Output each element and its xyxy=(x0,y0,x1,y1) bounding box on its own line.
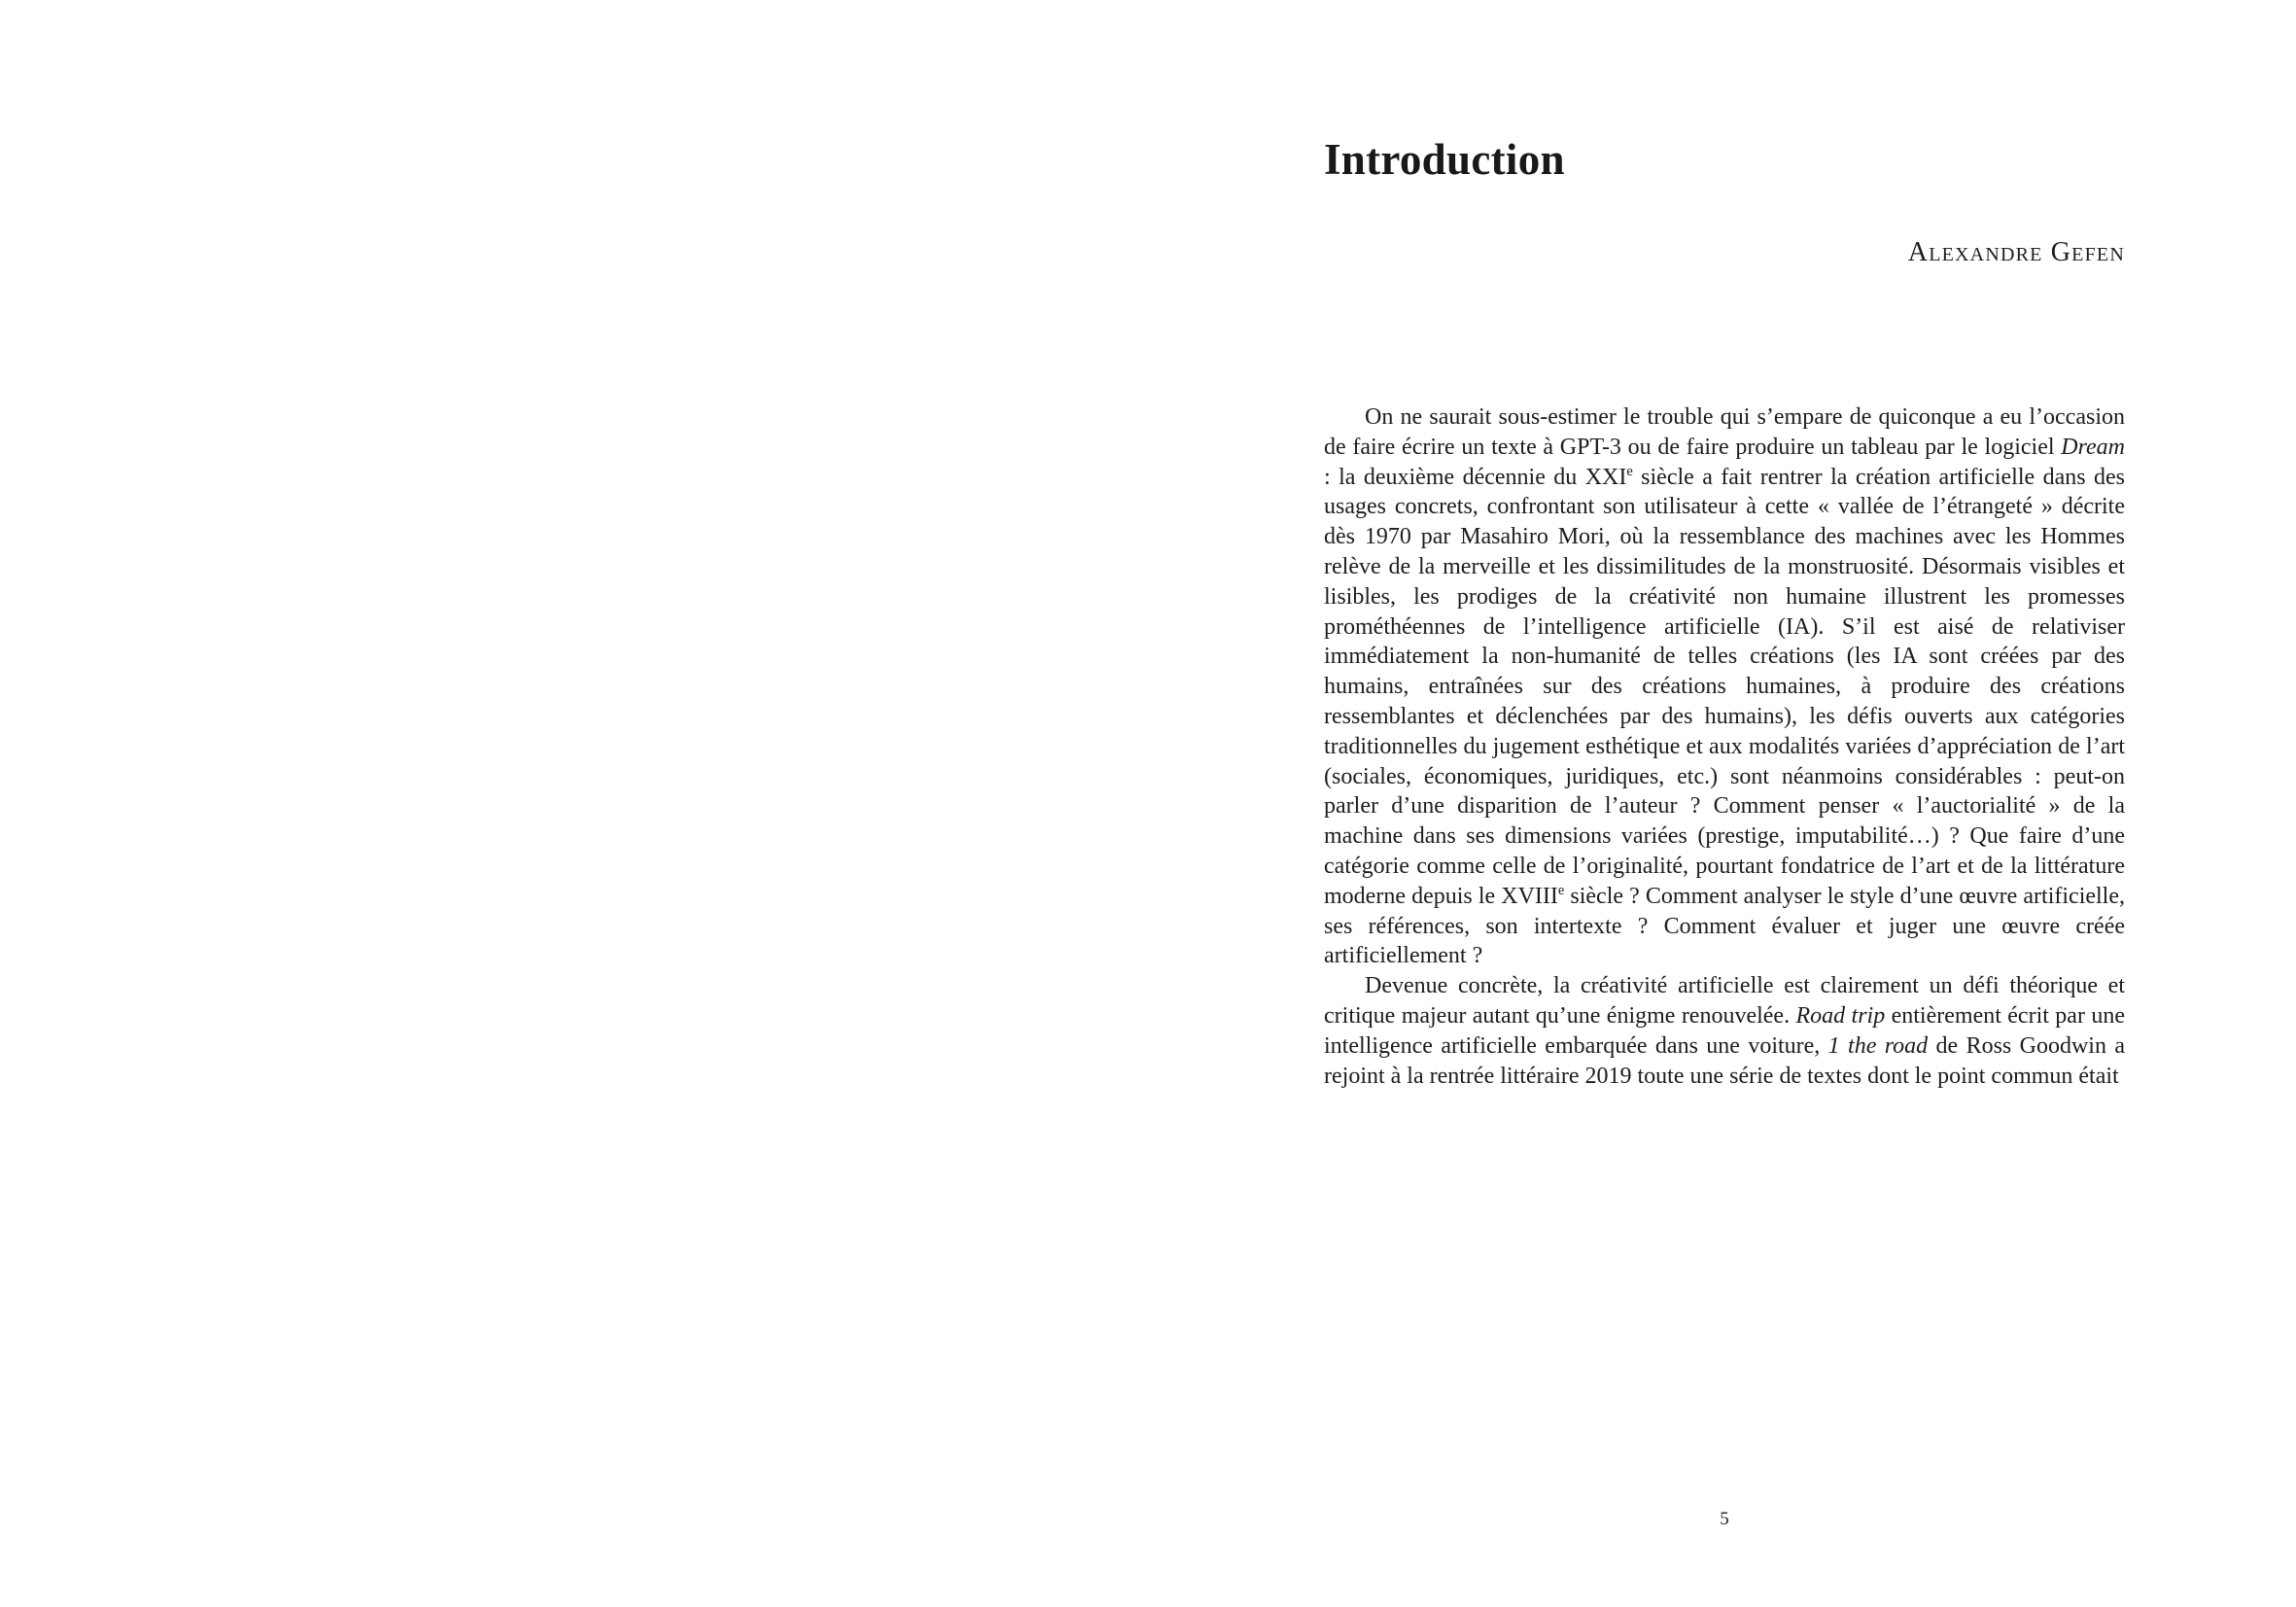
italic-text-run: Dream xyxy=(2061,434,2125,460)
italic-text-run: Road trip xyxy=(1795,1002,1886,1029)
paragraph xyxy=(1324,971,2125,1091)
chapter-title: Introduction xyxy=(1324,135,1565,184)
text-run: Devenue concrète, la créativité artificielle est clairement un défi théorique et critique majeur autant qu’une énigme renouvelée. xyxy=(1324,973,2125,1029)
author-name: Alexandre Gefen xyxy=(1907,237,2125,267)
text-run: On ne saurait sous-estimer le trouble qui s’empare de quiconque a eu l’occasion de faire écrire un texte à GPT-3 ou de faire produire un tableau par le logiciel xyxy=(1324,404,2125,460)
superscript-run: e xyxy=(1557,882,1565,898)
text-block xyxy=(1324,134,2125,1091)
paragraph xyxy=(1324,402,2125,971)
text-run: siècle ? Comment analyser le style d’une œuvre artificielle, ses références, son intertexte ? Comment évaluer et juger une œuvre créée artificiellement ? xyxy=(1324,883,2125,969)
text-run: siècle a fait rentrer la création artificielle dans des usages concrets, confrontant son utilisateur à cette « vallée de l’étrangeté » décrite dès 1970 par Masahiro Mori, où la ressemblance des machines avec les Hommes relève de la merveille et les dissimilitudes de la monstruosité. Désormais visibles et lisibles, les prodiges de la créativité non humaine illustrent les promesses prométhéennes de l’intelligence artificielle (IA). S’il est aisé de relativiser immédiatement la non-humanité de telles créations (les IA sont créées par des humains, entraînées sur des créations humaines, à produire des créations ressemblantes et déclenchées par des humains), les défis ouverts aux catégories traditionnelles du jugement esthétique et aux modalités variées d’appréciation de l’art (sociales, économiques, juridiques, etc.) sont néanmoins considérables : peut-on parler d’une disparition de l’auteur ? Comment penser « l’auctorialité » de la machine dans ses dimensions variées (prestige, imputabilité…) ? Que faire d’une catégorie comme celle de l’originalité, pourtant fondatrice de l’art et de la littérature moderne depuis le XVIII xyxy=(1324,464,2126,909)
superscript-run: e xyxy=(1626,463,1633,479)
text-run: entièrement écrit par une intelligence artificielle embarquée dans une voiture, xyxy=(1324,1002,2125,1059)
text-run: : la deuxième décennie du XXI xyxy=(1324,464,1627,490)
text-run: de Ross Goodwin a rejoint à la rentrée littéraire 2019 toute une série de textes dont le point commun était xyxy=(1324,1032,2125,1089)
italic-text-run: 1 the road xyxy=(1827,1032,1929,1059)
page-number: 5 xyxy=(1720,1509,1729,1529)
body-text xyxy=(1324,402,2125,1091)
